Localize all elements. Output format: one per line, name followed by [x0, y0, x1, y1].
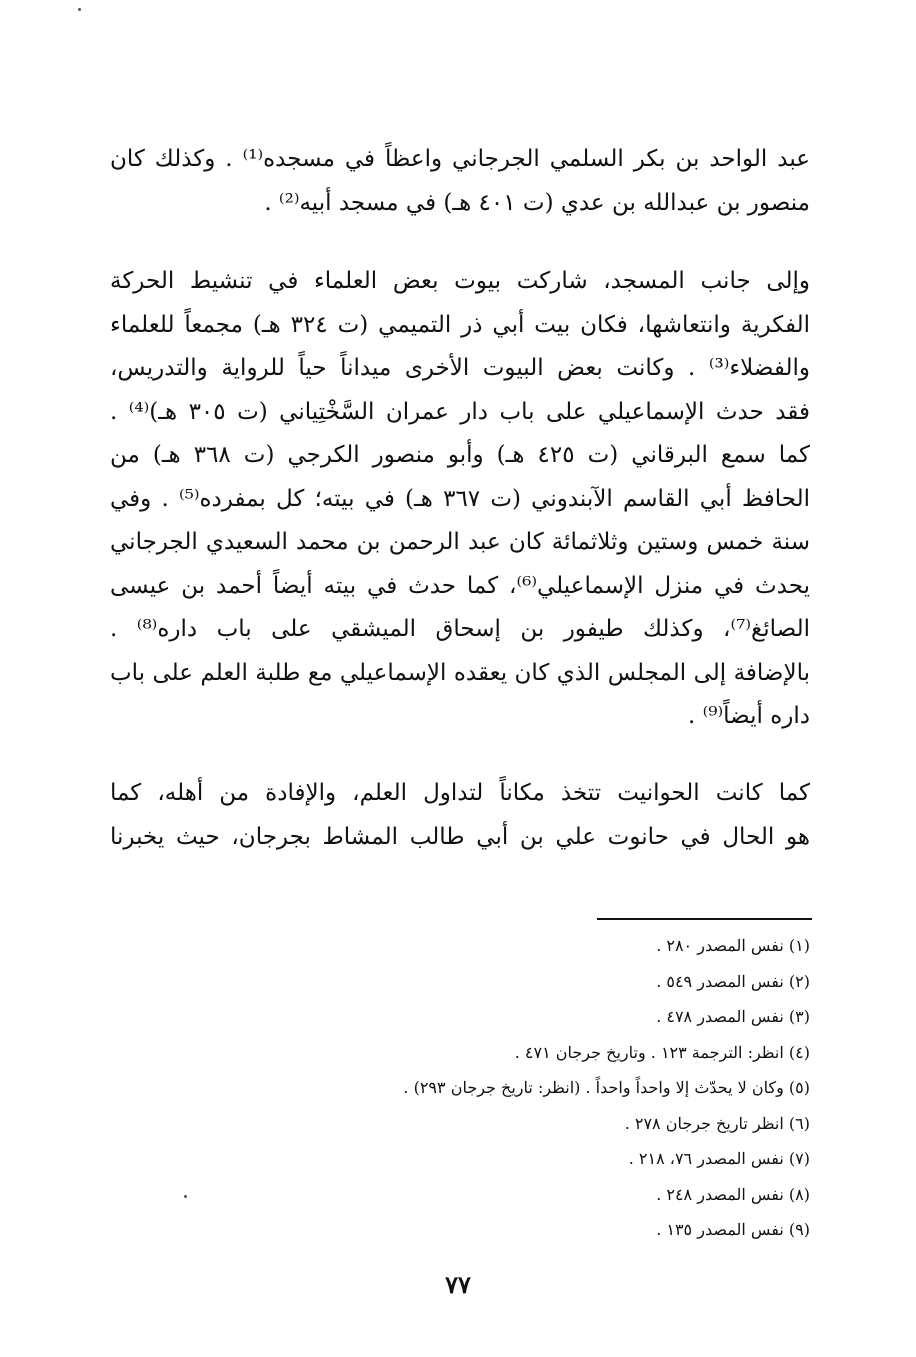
text-line: عبد الواحد بن بكر السلمي الجرجاني واعظاً في مسجده⁽¹⁾ . وكذلك كان: [110, 146, 810, 172]
text-line: الحافظ أبي القاسم الآبندوني (ت ٣٦٧ هـ) في بيته؛ كل بمفرده⁽⁵⁾ . وفي: [110, 485, 810, 512]
text-line: الصائغ⁽⁷⁾، وكذلك طيفور بن إسحاق الميشقي على باب داره⁽⁸⁾ .: [110, 616, 810, 642]
text-line: والفضلاء⁽³⁾ . وكانت بعض البيوت الأخرى ميداناً حياً للرواية والتدريس،: [110, 355, 810, 381]
paragraph-3: [110, 772, 810, 859]
footnote-separator: [597, 918, 812, 920]
text-line: منصور بن عبدالله بن عدي (ت ٤٠١ هـ) في مسجد أبيه⁽²⁾ .: [264, 189, 810, 216]
text-line: كما سمع البرقاني (ت ٤٢٥ هـ) وأبو منصور الكرجي (ت ٣٦٨ هـ) من: [110, 442, 810, 468]
text-line: يحدث في منزل الإسماعيلي⁽⁶⁾، كما حدث في بيته أيضاً أحمد بن عيسى: [110, 572, 810, 599]
footnote-6: (٦) انظر تاريخ جرجان ٢٧٨ .: [624, 1113, 810, 1133]
footnote-2: (٢) نفس المصدر ٥٤٩ .: [656, 971, 810, 991]
text-line: هو الحال في حانوت علي بن أبي طالب المشاط بجرجان، حيث يخبرنا: [110, 823, 810, 850]
paragraph-1: [110, 138, 810, 225]
page-number: ٧٧: [445, 1270, 471, 1299]
scan-speck: [184, 1195, 187, 1198]
scan-speck: [78, 8, 81, 11]
text-line: بالإضافة إلى المجلس الذي كان يعقده الإسماعيلي مع طلبة العلم على باب: [110, 659, 810, 686]
text-line: فقد حدث الإسماعيلي على باب دار عمران السَّخْتِياني (ت ٣٠٥ هـ)⁽⁴⁾ .: [110, 398, 810, 425]
footnote-7: (٧) نفس المصدر ٧٦، ٢١٨ .: [628, 1149, 810, 1168]
text-line: سنة خمس وستين وثلاثمائة كان عبد الرحمن بن محمد السعيدي الجرجاني: [110, 529, 810, 555]
paragraph-2: [110, 260, 810, 739]
text-line: الفكرية وانتعاشها، فكان بيت أبي ذر التميمي (ت ٣٢٤ هـ) مجمعاً للعلماء: [110, 311, 810, 338]
footnote-9: (٩) نفس المصدر ١٣٥ .: [656, 1220, 810, 1239]
footnote-8: (٨) نفس المصدر ٢٤٨ .: [656, 1184, 810, 1204]
footnote-5: (٥) وكان لا يحدّث إلا واحداً واحداً . (انظر: تاريخ جرجان ٢٩٣) .: [403, 1078, 810, 1097]
text-line: وإلى جانب المسجد، شاركت بيوت بعض العلماء في تنشيط الحركة: [110, 268, 810, 294]
footnote-3: (٣) نفس المصدر ٤٧٨ .: [656, 1007, 810, 1026]
footnote-4: (٤) انظر: الترجمة ١٢٣ . وتاريخ جرجان ٤٧١ .: [514, 1042, 810, 1062]
text-line: كما كانت الحوانيت تتخذ مكاناً لتداول العلم، والإفادة من أهله، كما: [110, 780, 810, 806]
footnotes: [200, 928, 810, 1248]
footnote-1: (١) نفس المصدر ٢٨٠ .: [656, 936, 810, 955]
text-line: داره أيضاً⁽⁹⁾ .: [687, 703, 810, 729]
